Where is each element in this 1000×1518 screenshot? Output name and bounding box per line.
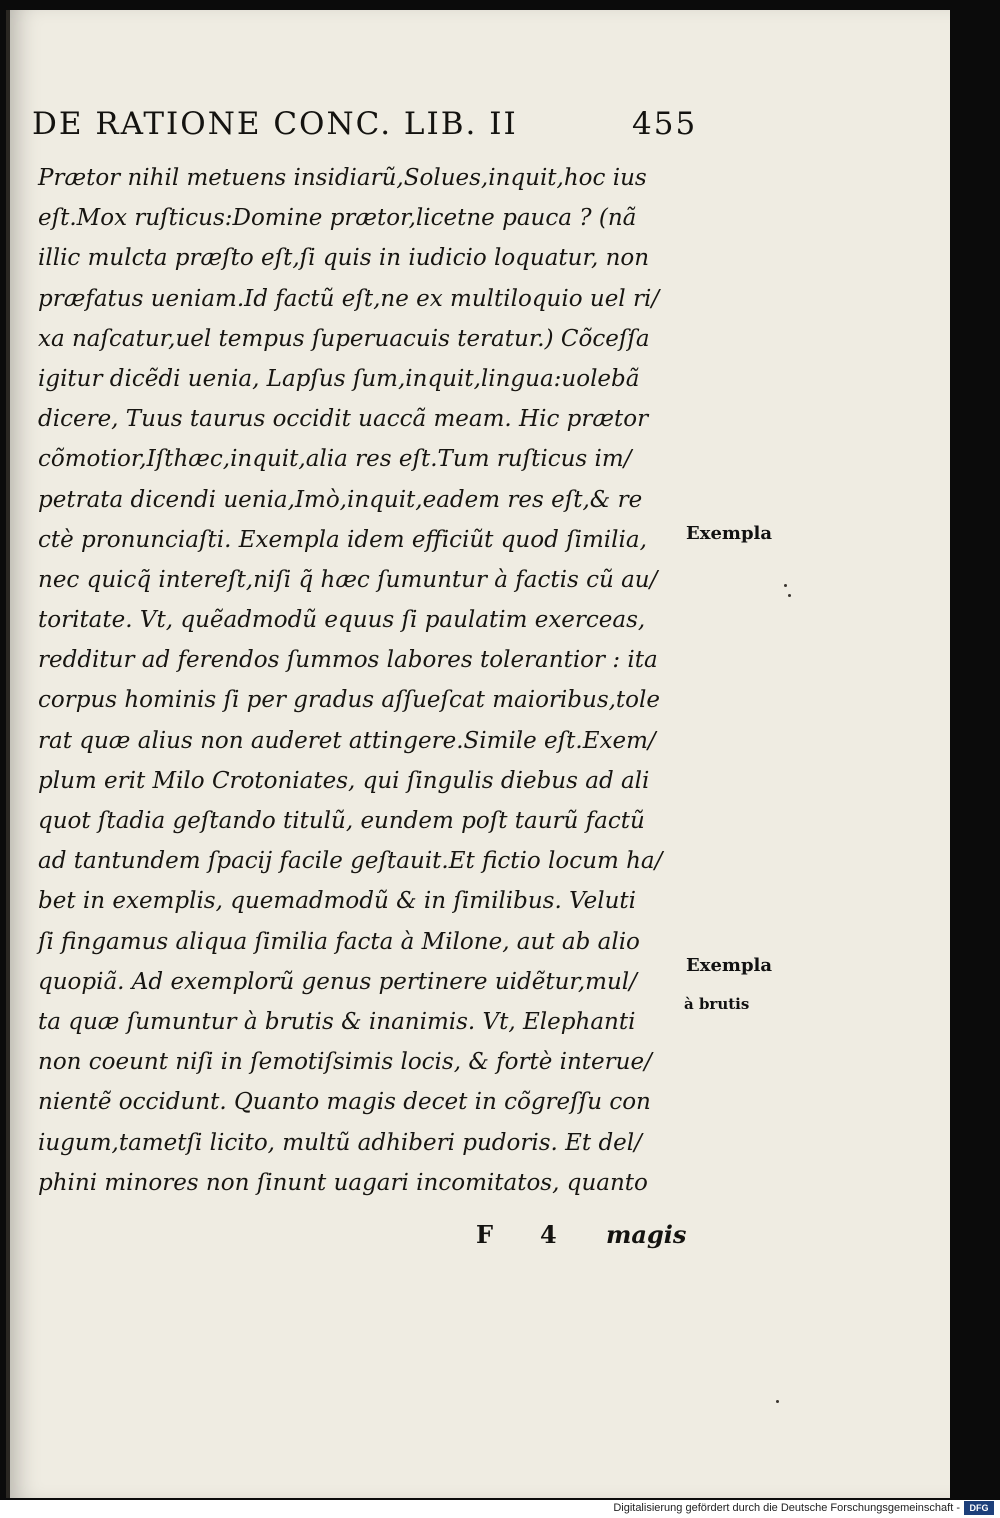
book-page	[6, 10, 950, 1498]
dfg-logo: DFG	[964, 1501, 994, 1515]
text-line: igitur dicẽdi uenia, Lapſus ſum,inquit,lingua:uolebã	[38, 365, 640, 392]
text-line: ctè pronunciaſti. Exempla idem efficiũt quod ſimilia,	[38, 526, 647, 553]
catchword: magis	[606, 1220, 687, 1249]
text-line: nec quicq̃ intereſt,niſi q̃ hæc ſumuntur à factis cũ au/	[38, 566, 658, 593]
signature-mark: F	[476, 1220, 494, 1249]
text-line: rat quæ alius non auderet attingere.Simile eſt.Exem/	[38, 727, 656, 754]
text-line: redditur ad ferendos ſummos labores tolerantior : ita	[38, 647, 658, 674]
text-line: Prætor nihil metuens insidiarũ,Solues,inquit,hoc ius	[38, 165, 647, 191]
text-line: petrata dicendi uenia,Imò,inquit,eadem res eſt,& re	[38, 486, 643, 513]
text-line: ſi fingamus aliqua ſimilia facta à Milone, aut ab alio	[38, 928, 640, 955]
text-line: præfatus ueniam.Id factũ eſt,ne ex multiloquio uel ri/	[38, 285, 660, 312]
text-line: ad tantundem ſpacij facile geſtauit.Et fictio locum ha/	[38, 848, 663, 875]
text-line: quopiã. Ad exemplorũ genus pertinere uidẽtur,mul/	[38, 968, 637, 995]
ink-speck	[784, 584, 787, 587]
text-line: non coeunt niſi in ſemotiſsimis locis, & fortè interue/	[38, 1049, 652, 1076]
text-line: toritate. Vt, quẽadmodũ equus ſi paulatim exerceas,	[38, 607, 646, 634]
text-line: illic mulcta præſto eſt,ſi quis in iudicio loquatur, non	[38, 245, 650, 272]
marginal-note-exempla-a-brutis: Exempla	[686, 955, 773, 976]
text-line: iugum,tametſi licito, multũ adhiberi pudoris. Et del/	[38, 1129, 642, 1156]
text-line: xa naſcatur,uel tempus ſuperuacuis teratur.) Cõceſſa	[38, 325, 650, 352]
text-line: plum erit Milo Crotoniates, qui ſingulis diebus ad ali	[38, 767, 650, 794]
signature-number: 4	[540, 1220, 557, 1249]
text-line: corpus hominis ſi per gradus aſſueſcat maioribus,tole	[38, 687, 660, 714]
running-head-title: DE RATIONE CONC. LIB. II	[32, 106, 518, 142]
catchline	[10, 1214, 710, 1254]
funding-credit: Digitalisierung gefördert durch die Deutsche Forschungsgemeinschaft -	[613, 1502, 960, 1514]
running-head	[32, 106, 698, 156]
text-line: quot ſtadia geſtando titulũ, eundem poſt taurũ factũ	[38, 808, 645, 834]
marginal-note-exempla: Exempla	[686, 523, 773, 544]
text-line: dicere, Tuus taurus occidit uaccã meam. Hic prætor	[38, 406, 649, 433]
footer-bar	[0, 1500, 1000, 1518]
marginal-note-a-brutis: à brutis	[684, 995, 750, 1013]
page-number: 455	[632, 106, 698, 142]
text-line: eſt.Mox ruſticus:Domine prætor,licetne pauca ? (nã	[38, 205, 637, 232]
text-line: ta quæ ſumuntur à brutis & inanimis. Vt, Elephanti	[38, 1008, 636, 1035]
text-line: cõmotior,Iſthæc,inquit,alia res eſt.Tum ruſticus im/	[38, 446, 632, 473]
text-line: phini minores non ſinunt uagari incomitatos, quanto	[38, 1169, 648, 1196]
ink-speck	[776, 1400, 779, 1403]
text-line: bet in exemplis, quemadmodũ & in ſimilibus. Veluti	[38, 888, 636, 915]
text-line: nientẽ occidunt. Quanto magis decet in cõgreſſu con	[38, 1089, 651, 1116]
ink-speck	[788, 594, 791, 597]
body-text	[38, 158, 688, 1203]
